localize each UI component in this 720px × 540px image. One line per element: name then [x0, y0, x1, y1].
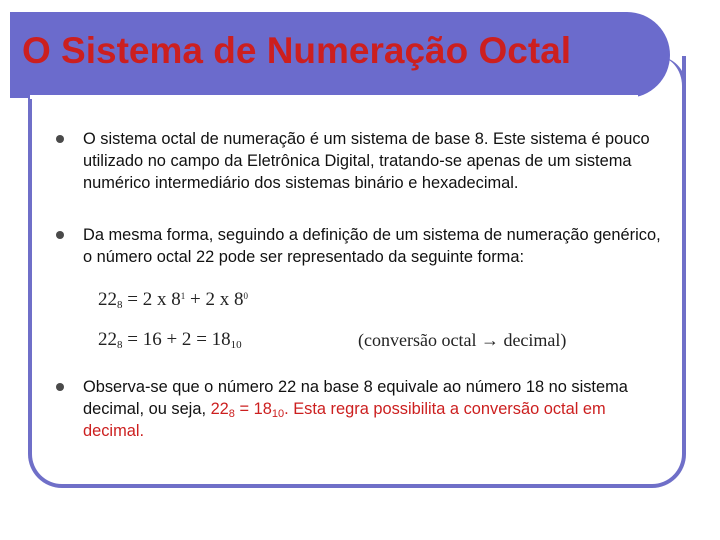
- formula-eq-2: =: [191, 329, 212, 350]
- formula-term-2: 2 x 8: [205, 289, 244, 310]
- title-band-underline: [30, 95, 638, 99]
- bullet-icon: [56, 135, 64, 143]
- formula-term-1-exp: 1: [180, 291, 186, 301]
- formula-lhs: 22: [98, 289, 117, 310]
- bullet-icon: [56, 383, 64, 391]
- bullet-text: [83, 376, 663, 442]
- eq-right: 18: [253, 400, 272, 418]
- bullet-icon: [56, 231, 64, 239]
- bullet-text-prefix: Observa-se que o número 22 na base 8 equivale ao número 18 no sistema decimal, ou seja,: [83, 378, 628, 418]
- bullet-text: Da mesma forma, seguindo a definição de um sistema de numeração genérico, o número octal 22 pode ser representado da seguinte forma:: [83, 226, 661, 266]
- formula-rhs: 18: [211, 329, 231, 350]
- formula-line-2: [98, 329, 242, 351]
- formula-block: [98, 285, 618, 355]
- eq-left-base: 8: [228, 408, 235, 420]
- eq-left: 22: [210, 400, 229, 418]
- formula-term-1: 2 x 8: [142, 289, 181, 310]
- bullet-text-suffix: . Esta regra possibilita a conversão octal em decimal.: [83, 400, 606, 440]
- formula-lhs-base: 8: [117, 339, 123, 351]
- formula-lhs-base: 8: [117, 299, 123, 311]
- formula-rhs-base: 10: [230, 339, 242, 351]
- formula-term-2-exp: 0: [243, 291, 248, 301]
- formula-lhs: 22: [98, 329, 117, 350]
- page-title: O Sistema de Numeração Octal: [22, 30, 572, 71]
- conversion-note: (conversão octal → decimal): [358, 330, 567, 350]
- eq-right-base: 10: [271, 408, 285, 420]
- formula-eq: =: [122, 289, 143, 310]
- equation-inline: [211, 400, 285, 418]
- formula-plus: +: [185, 289, 206, 310]
- formula-sum: 16 + 2: [142, 329, 192, 350]
- eq-sign: =: [234, 400, 254, 418]
- bullet-text: O sistema octal de numeração é um sistema de base 8. Este sistema é pouco utilizado no campo da Eletrônica Digital, tratando-se apenas de um sistema numérico intermediário dos sistemas binário e hexadecimal.: [83, 130, 650, 192]
- formula-line-1: [98, 289, 248, 311]
- formula-eq: =: [122, 329, 143, 350]
